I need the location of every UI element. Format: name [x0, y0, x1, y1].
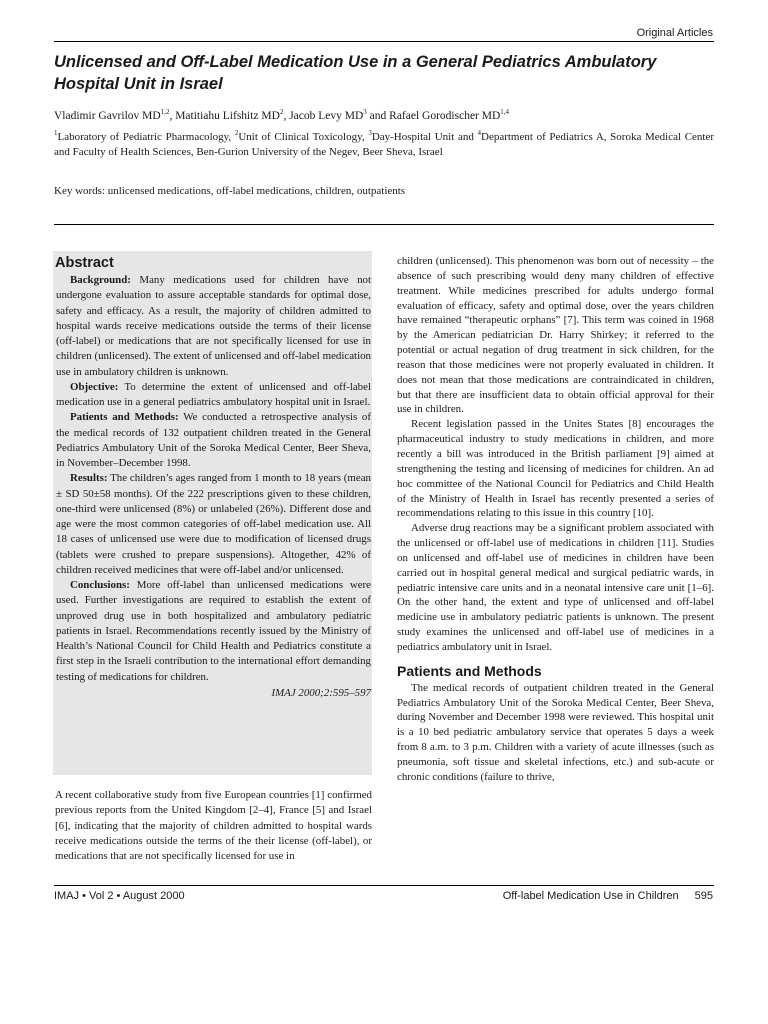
footer-journal: IMAJ • Vol 2 • August 2000	[54, 890, 185, 902]
abstract-citation: IMAJ 2000;2:595–597	[271, 686, 371, 699]
abstract-paragraph: Patients and Methods: We conducted a retrospective analysis of the medical records of 132 outpatient children treated in the General Pediatrics Ambulatory Unit of the Soroka Medical Center, Beer Sheva, in November–December 1998.	[56, 411, 371, 469]
body-paragraph: Adverse drug reactions may be a significant problem associated with the unlicensed or off-label use of medications in children [11]. Studies on unlicensed and off-label use of medicines in children have been carried out in hospital general medical and surgical pediatric wards, in pediatric intensive care units and in a neonatal intensive care unit [1–6]. On the other hand, the extent and type of unlicensed and off-label medicine use in ambulatory pediatric patients is unknown. The present study examines the unlicensed and off-label use of medicines in a pediatrics ambulatory unit in Israel.	[397, 522, 714, 653]
author: Rafael Gorodischer MD$^{1,4}$	[389, 108, 510, 122]
author: Matitiahu Lifshitz $MD^2$,	[175, 108, 290, 122]
body-paragraph: The medical records of outpatient children treated in the General Pediatrics Ambulatory Unit of the Soroka Medical Center, Beer Sheva, during November and December 1998 were reviewed. This hospital unit is a 10 bed pediatric ambulatory service that operates 5 days a week from 8 a.m. to 3 p.m. Children with a variety of acute illnesses (such as pneumonia, soft tissue and skeletal infections, etc.) and sub-acute or chronic conditions (failure to thrive,	[397, 681, 714, 783]
abstract-heading: Abstract	[55, 255, 114, 271]
abstract-body	[56, 273, 371, 701]
author-list	[54, 108, 724, 124]
body-paragraph: Recent legislation passed in the Unites States [8] encourages the pharmaceutical industry to study medications in children, and more recently a bill was introduced in the British parliament [9] aimed at strengthening the testing and licensing of medicines for children. An ad hoc committee of the National Council for Pediatrics and Child Health of the Ministry of Health in Israel has recently presented a series of recommendations relating to this issue in this country [10].	[397, 418, 714, 520]
body-paragraph: children (unlicensed). This phenomenon was born out of necessity – the absence of such prescribing would deny many children of effective treatment. While medicines prescribed for adults undergo formal evaluation of efficacy, safety and optimal dose, over the years children have remained “therapeutic orphans” [7]. This term was coined in 1968 by the American pediatrician Dr. Harry Shirkey; it referred to the potential or actual negation of drug treatment in sick children, for the reason that those medicines were not properly evaluated in children. It does not mean that those medications are contraindicated in children, but that there are insufficient data to obtain official approval for their use in children.	[397, 255, 714, 416]
author: Jacob Levy $MD^3$ and	[289, 108, 390, 122]
page-number: 595	[694, 890, 713, 902]
abstract-paragraph: Results: The children’s ages ranged from 1 month to 18 years (mean ± SD 50±58 months). Of the 222 prescriptions given to these children, one-third were unlicensed (8%) or unlabeled (26%). Different dose and age were the most common categories of off-label medication use. All 18 cases of unlicensed use were due to modification of licensed drugs (tablets were crushed to prepare suspensions). Altogether, 42% of children received medicines that were off-label and/or unlicensed.	[56, 472, 371, 576]
affiliations: $^1$Laboratory of Pediatric Pharmacology, $^2$Unit of Clinical Toxicology, $^3$Day-Hospital Unit and $^4$Department of Pediatrics A, Soroka Medical Center and Faculty of Health Sciences, Ben-Gurion University of the Negev, Beer Sheva, Israel	[54, 129, 715, 158]
abstract-paragraph: Objective: To determine the extent of unlicensed and off-label medication use in a general pediatrics ambulatory hospital unit in Israel.	[56, 380, 371, 408]
intro-paragraph: A recent collaborative study from five European countries [1] confirmed previous reports from the United Kingdom [2–4], France [5] and Israel [6], indicating that the majority of children admitted to hospital wards receive medications outside the terms of the their license (off-label), or medications that are not specifically licensed for use in	[55, 789, 372, 863]
abstract-paragraph: Background: Many medications used for children have not undergone evaluation to assure acceptable standards for optimal dose, safety and efficacy. As a result, the majority of children admitted to hospital wards receive medications outside the terms of their license (off-label) or medications that are not specifically licensed for use in children (unlicensed). The extent of unlicensed and off-label medication use in ambulatory children is unknown.	[56, 274, 371, 378]
running-title: Off-label Medication Use in Children	[502, 890, 679, 902]
footer-rule	[54, 885, 714, 886]
keywords: Key words: unlicensed medications, off-label medications, children, outpatients	[54, 185, 406, 197]
section-heading-patients-methods: Patients and Methods	[397, 662, 542, 679]
author: Vladimir Gavrilov MD$^{1,2}$,	[54, 108, 176, 122]
section-label: Original Articles	[636, 27, 713, 39]
abstract-paragraph: Conclusions: More off-label than unlicensed medications were used. Further investigations are required to establish the extent of unproved drug use in both hospitalized and ambulatory pediatric patients in Israel. Recommendations recently issued by the Ministry of Health’s National Council for Child Health and Pediatrics constitute a first step in the Israeli contribution to the international effort demanding testing of medications for children.	[56, 579, 371, 683]
header-rule	[54, 224, 714, 225]
top-rule	[54, 41, 714, 42]
footer-right	[503, 890, 713, 902]
right-column	[397, 254, 714, 785]
article-title: Unlicensed and Off-Label Medication Use in a General Pediatrics Ambulatory Hospital Unit in Israel	[54, 53, 657, 93]
